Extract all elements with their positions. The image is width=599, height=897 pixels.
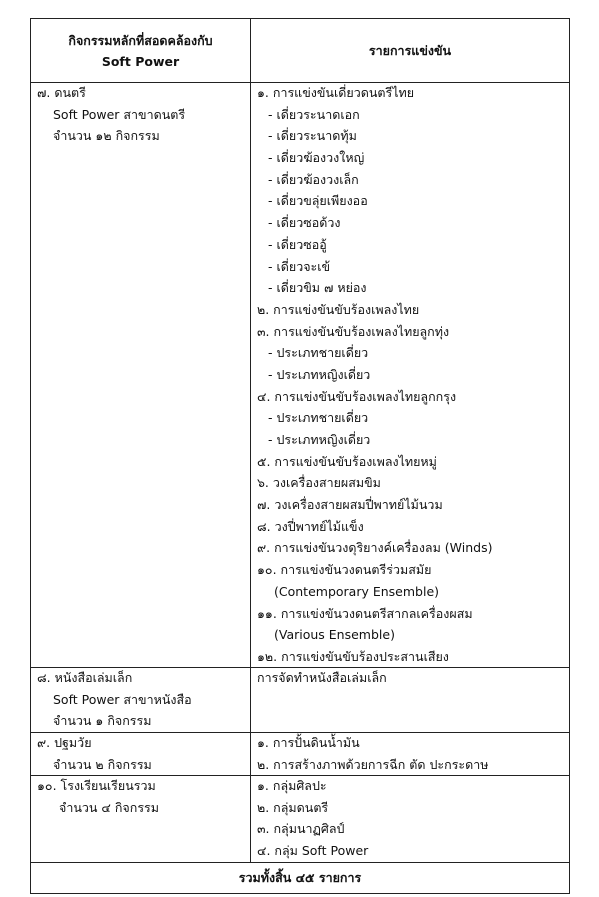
row-book-competition-cell bbox=[251, 667, 569, 689]
header-left-line2: Soft Power bbox=[101, 53, 180, 69]
competition-subitem: - เดี่ยวขลุ่ยเพียงออ bbox=[268, 193, 368, 209]
competition-subitem: - เดี่ยวฆ้องวงเล็ก bbox=[268, 171, 359, 187]
competition-item: ๑. กลุ่มศิลปะ bbox=[257, 778, 327, 793]
competition-item: ๑. การแข่งขันเดี่ยวดนตรีไทย bbox=[257, 85, 415, 100]
activity-title: ๙. ปฐมวัย bbox=[37, 735, 92, 750]
competition-subitem: - ประเภทหญิงเดี่ยว bbox=[268, 432, 371, 447]
competition-item: ๕. การแข่งขันขับร้องเพลงไทยหมู่ bbox=[257, 453, 437, 469]
competition-item: ๒. การแข่งขันขับร้องเพลงไทย bbox=[257, 301, 420, 317]
competition-item: ๓. การแข่งขันขับร้องเพลงไทยลูกทุ่ง bbox=[257, 323, 450, 339]
competition-item: ๔. กลุ่ม Soft Power bbox=[257, 843, 369, 859]
activity-title: ๗. ดนตรี bbox=[37, 85, 86, 100]
competition-item: ๓. กลุ่มนาฏศิลป์ bbox=[257, 821, 345, 837]
total-row bbox=[31, 862, 569, 893]
header-right-label: รายการแข่งขัน bbox=[368, 43, 452, 58]
competition-subitem: - เดี่ยวขิม ๗ หย่อง bbox=[268, 280, 367, 296]
competition-subitem: - ประเภทชายเดี่ยว bbox=[268, 410, 369, 426]
competition-subitem: - ประเภทชายเดี่ยว bbox=[268, 345, 369, 361]
competition-subitem: - ประเภทหญิงเดี่ยว bbox=[268, 366, 371, 382]
competition-subitem: - เดี่ยวระนาดทุ้ม bbox=[268, 128, 357, 144]
row-inclusive-school-competition-cell bbox=[251, 775, 569, 862]
activity-count: จำนวน ๔ กิจกรรม bbox=[59, 799, 159, 815]
header-left-line1: กิจกรรมหลักที่สอดคล้องกับ bbox=[68, 32, 213, 48]
row-early-childhood-competition-cell bbox=[251, 732, 569, 775]
table-row-music bbox=[31, 82, 569, 667]
competition-item: ๖. วงเครื่องสายผสมขิม bbox=[257, 475, 381, 491]
competition-subitem: - เดี่ยวฆ้องวงใหญ่ bbox=[268, 150, 365, 166]
competition-item-continuation: (Contemporary Ensemble) bbox=[274, 583, 440, 599]
total-label: รวมทั้งสิ้น ๔๕ รายการ bbox=[238, 869, 362, 885]
competition-table bbox=[30, 18, 570, 894]
activity-count: จำนวน ๑ กิจกรรม bbox=[53, 713, 152, 729]
competition-subitem: - เดี่ยวระนาดเอก bbox=[268, 106, 360, 122]
activity-title: ๑๐. โรงเรียนเรียนรวม bbox=[37, 778, 156, 793]
competition-item: ๑. การปั้นดินน้ำมัน bbox=[257, 735, 360, 750]
row-early-childhood-activity-cell bbox=[31, 732, 250, 775]
competition-item: ๘. วงปี่พาทย์ไม้แข็ง bbox=[257, 518, 364, 534]
row-music-activity-cell bbox=[31, 82, 250, 147]
row-music-competition-cell bbox=[251, 82, 569, 668]
activity-branch: Soft Power สาขาหนังสือ bbox=[53, 691, 192, 707]
row-inclusive-school-activity-cell bbox=[31, 775, 250, 818]
header-soft-power-activity bbox=[31, 19, 250, 82]
table-row-early-childhood bbox=[31, 732, 569, 775]
competition-item: ๑๒. การแข่งขันขับร้องประสานเสียง bbox=[257, 648, 449, 664]
competition-item: ๒. การสร้างภาพด้วยการฉีก ตัด ปะกระดาษ bbox=[257, 756, 489, 772]
row-book-activity-cell bbox=[31, 667, 250, 732]
table-row-book bbox=[31, 667, 569, 732]
activity-count: จำนวน ๒ กิจกรรม bbox=[53, 756, 152, 772]
header-competition-list bbox=[251, 19, 569, 82]
table-row-inclusive-school bbox=[31, 775, 569, 862]
competition-subitem: - เดี่ยวซออู้ bbox=[268, 236, 327, 252]
competition-item: ๙. การแข่งขันวงดุริยางค์เครื่องลม (Winds) bbox=[257, 540, 493, 556]
activity-title: ๘. หนังสือเล่มเล็ก bbox=[37, 670, 133, 685]
competition-item: ๗. วงเครื่องสายผสมปี่พาทย์ไม้นวม bbox=[257, 497, 443, 513]
competition-item: การจัดทำหนังสือเล่มเล็ก bbox=[257, 670, 387, 685]
competition-item: ๒. กลุ่มดนตรี bbox=[257, 799, 329, 815]
competition-item: ๑๑. การแข่งขันวงดนตรีสากลเครื่องผสม bbox=[257, 605, 473, 621]
competition-subitem: - เดี่ยวจะเข้ bbox=[268, 258, 331, 274]
competition-item-continuation: (Various Ensemble) bbox=[274, 627, 395, 643]
competition-item: ๔. การแข่งขันขับร้องเพลงไทยลูกกรุง bbox=[257, 388, 457, 404]
activity-branch: Soft Power สาขาดนตรี bbox=[53, 106, 186, 122]
activity-count: จำนวน ๑๒ กิจกรรม bbox=[53, 128, 160, 144]
competition-subitem: - เดี่ยวซอด้วง bbox=[268, 215, 341, 231]
competition-item: ๑๐. การแข่งขันวงดนตรีร่วมสมัย bbox=[257, 562, 432, 578]
